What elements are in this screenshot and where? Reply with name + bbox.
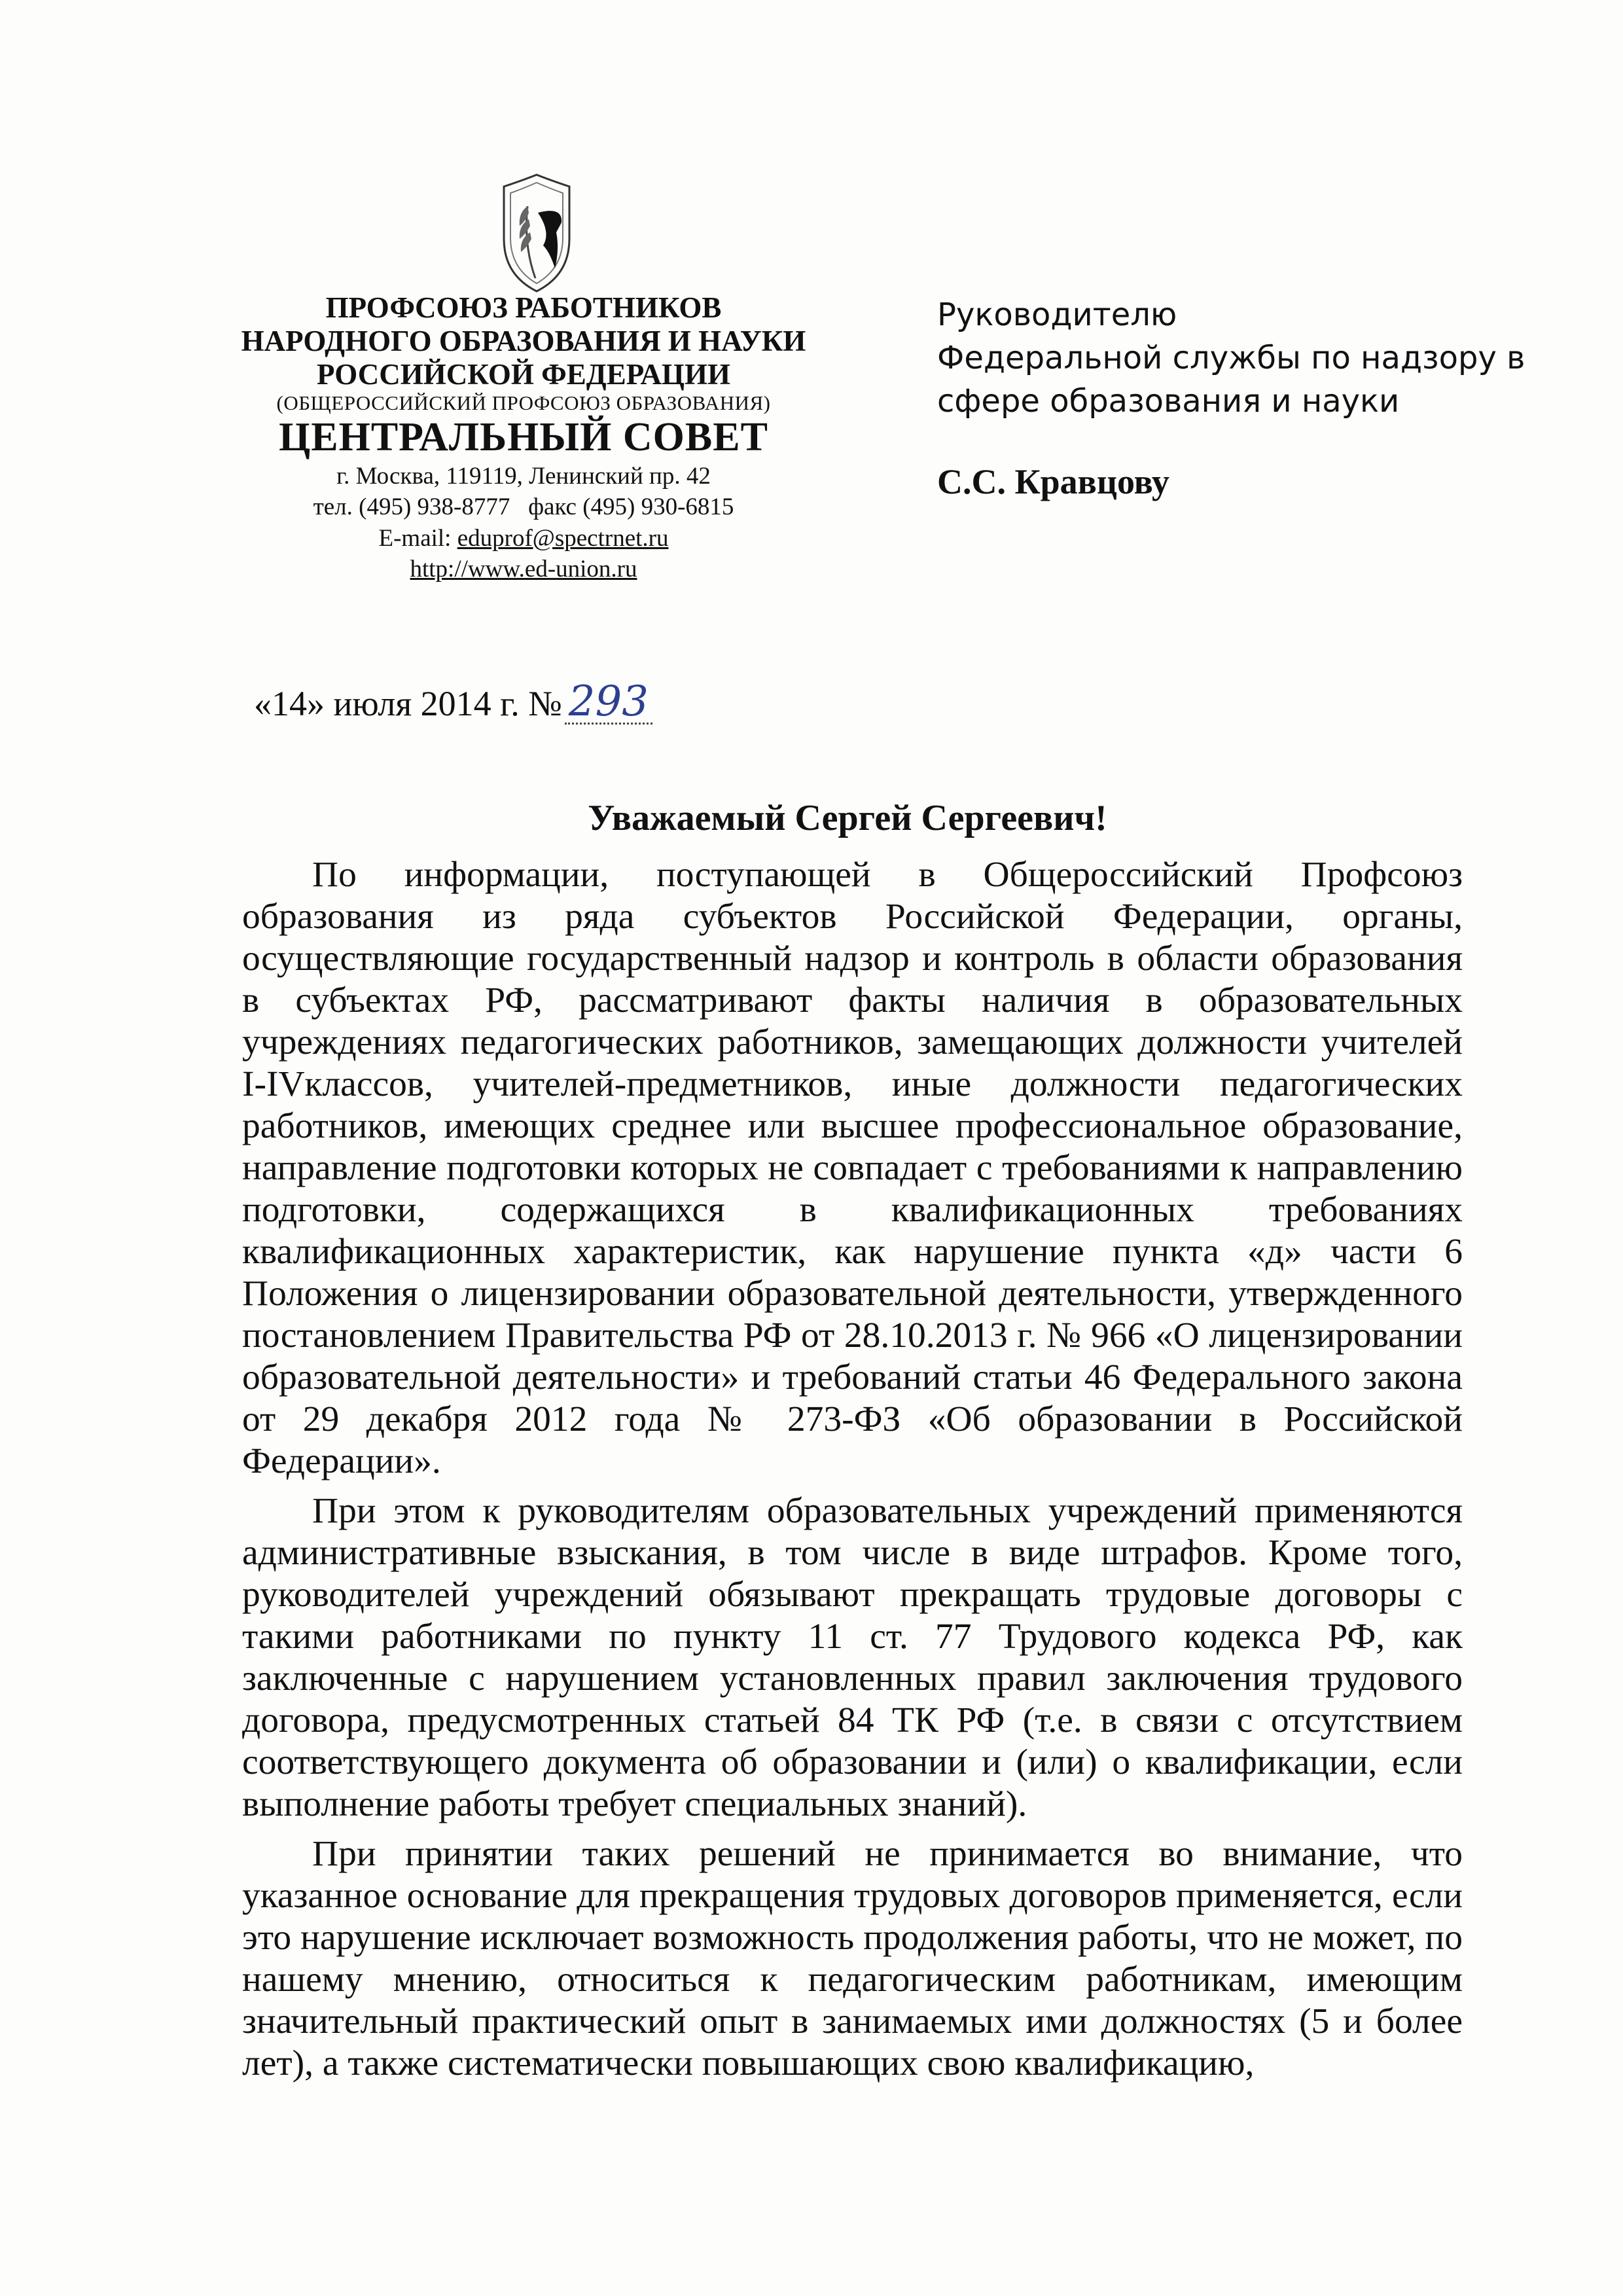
email-link[interactable]: eduprof@spectrnet.ru — [457, 524, 669, 552]
addressee-block — [937, 293, 1592, 506]
org-subtitle: (ОБЩЕРОССИЙСКИЙ ПРОФСОЮЗ ОБРАЗОВАНИЯ) — [276, 391, 771, 414]
union-emblem-logo — [478, 167, 596, 298]
org-name-line3: РОССИЙСКОЙ ФЕДЕРАЦИИ — [317, 357, 730, 391]
addressee-line1: Руководителю — [937, 296, 1177, 333]
body-paragraph: По информации, поступающей в Общероссийский Профсоюз образования из ряда субъектов Российской Федерации, органы, осуществляющие государственный надзор и контроль в области образования в субъектах РФ, рассматривают факты наличия в образовательных учреждениях педагогических работников, замещающих должности учителей I-IVклассов, учителей-предметников, иные должности педагогических работников, имеющих среднее или высшее профессиональное образование, направление подготовки которых не совпадает с требованиями к направлению подготовки, содержащихся в квалификационных требованиях квалификационных характеристик, как нарушение пункта «д» части 6 Положения о лицензировании образовательной деятельности, утвержденного постановлением Правительства РФ от 28.10.2013 г. № 966 «О лицензировании образовательной деятельности» и требований статьи 46 Федерального закона от 29 декабря 2012 года № 273-ФЗ «Об образовании в Российской Федерации». — [242, 855, 1463, 1481]
addressee-name: С.С. Кравцову — [937, 461, 1169, 501]
handwritten-letter-number: 293 — [565, 681, 652, 725]
org-email-line — [196, 523, 851, 554]
org-phone-fax: тел. (495) 938-8777 факс (495) 930-6815 — [313, 493, 734, 521]
addressee-line2: Федеральной службы по надзору в — [937, 340, 1525, 377]
letterhead — [196, 291, 851, 584]
org-address: г. Москва, 119119, Ленинский пр. 42 — [336, 462, 711, 490]
addressee-line3: сфере образования и науки — [937, 383, 1400, 420]
website-link[interactable]: http://www.ed-union.ru — [410, 555, 637, 583]
letter-date: «14» июля 2014 г. № — [254, 684, 562, 723]
salutation: Уважаемый Сергей Сергеевич! — [588, 798, 1107, 838]
council-title: ЦЕНТРАЛЬНЫЙ СОВЕТ — [279, 414, 768, 459]
letter-body — [242, 854, 1463, 2092]
email-label: E-mail: — [378, 524, 457, 552]
body-paragraph: При принятии таких решений не принимается во внимание, что указанное основание для прекращения трудовых договоров применяется, если это нарушение исключает возможность продолжения работы, что не может, по нашему мнению, относиться к педагогическим работникам, имеющим значительный практический опыт в занимаемых ими должностях (5 и более лет), а также систематически повышающих свою квалификацию, — [242, 1834, 1463, 2083]
body-paragraph: При этом к руководителям образовательных учреждений применяются административные взыскания, в том числе в виде штрафов. Кроме того, руководителей учреждений обязывают прекращать трудовые договоры с такими работниками по пункту 11 ст. 77 Трудового кодекса РФ, как заключенные с нарушением установленных правил заключения трудового договора, предусмотренных статьей 84 ТК РФ (т.е. в связи с отсутствием соответствующего документа об образовании и (или) о квалификации, если выполнение работы требует специальных знаний). — [242, 1491, 1463, 1824]
date-number-line — [254, 677, 652, 726]
org-name-line2: НАРОДНОГО ОБРАЗОВАНИЯ И НАУКИ — [241, 324, 806, 357]
org-name-line1: ПРОФСОЮЗ РАБОТНИКОВ — [325, 291, 722, 324]
